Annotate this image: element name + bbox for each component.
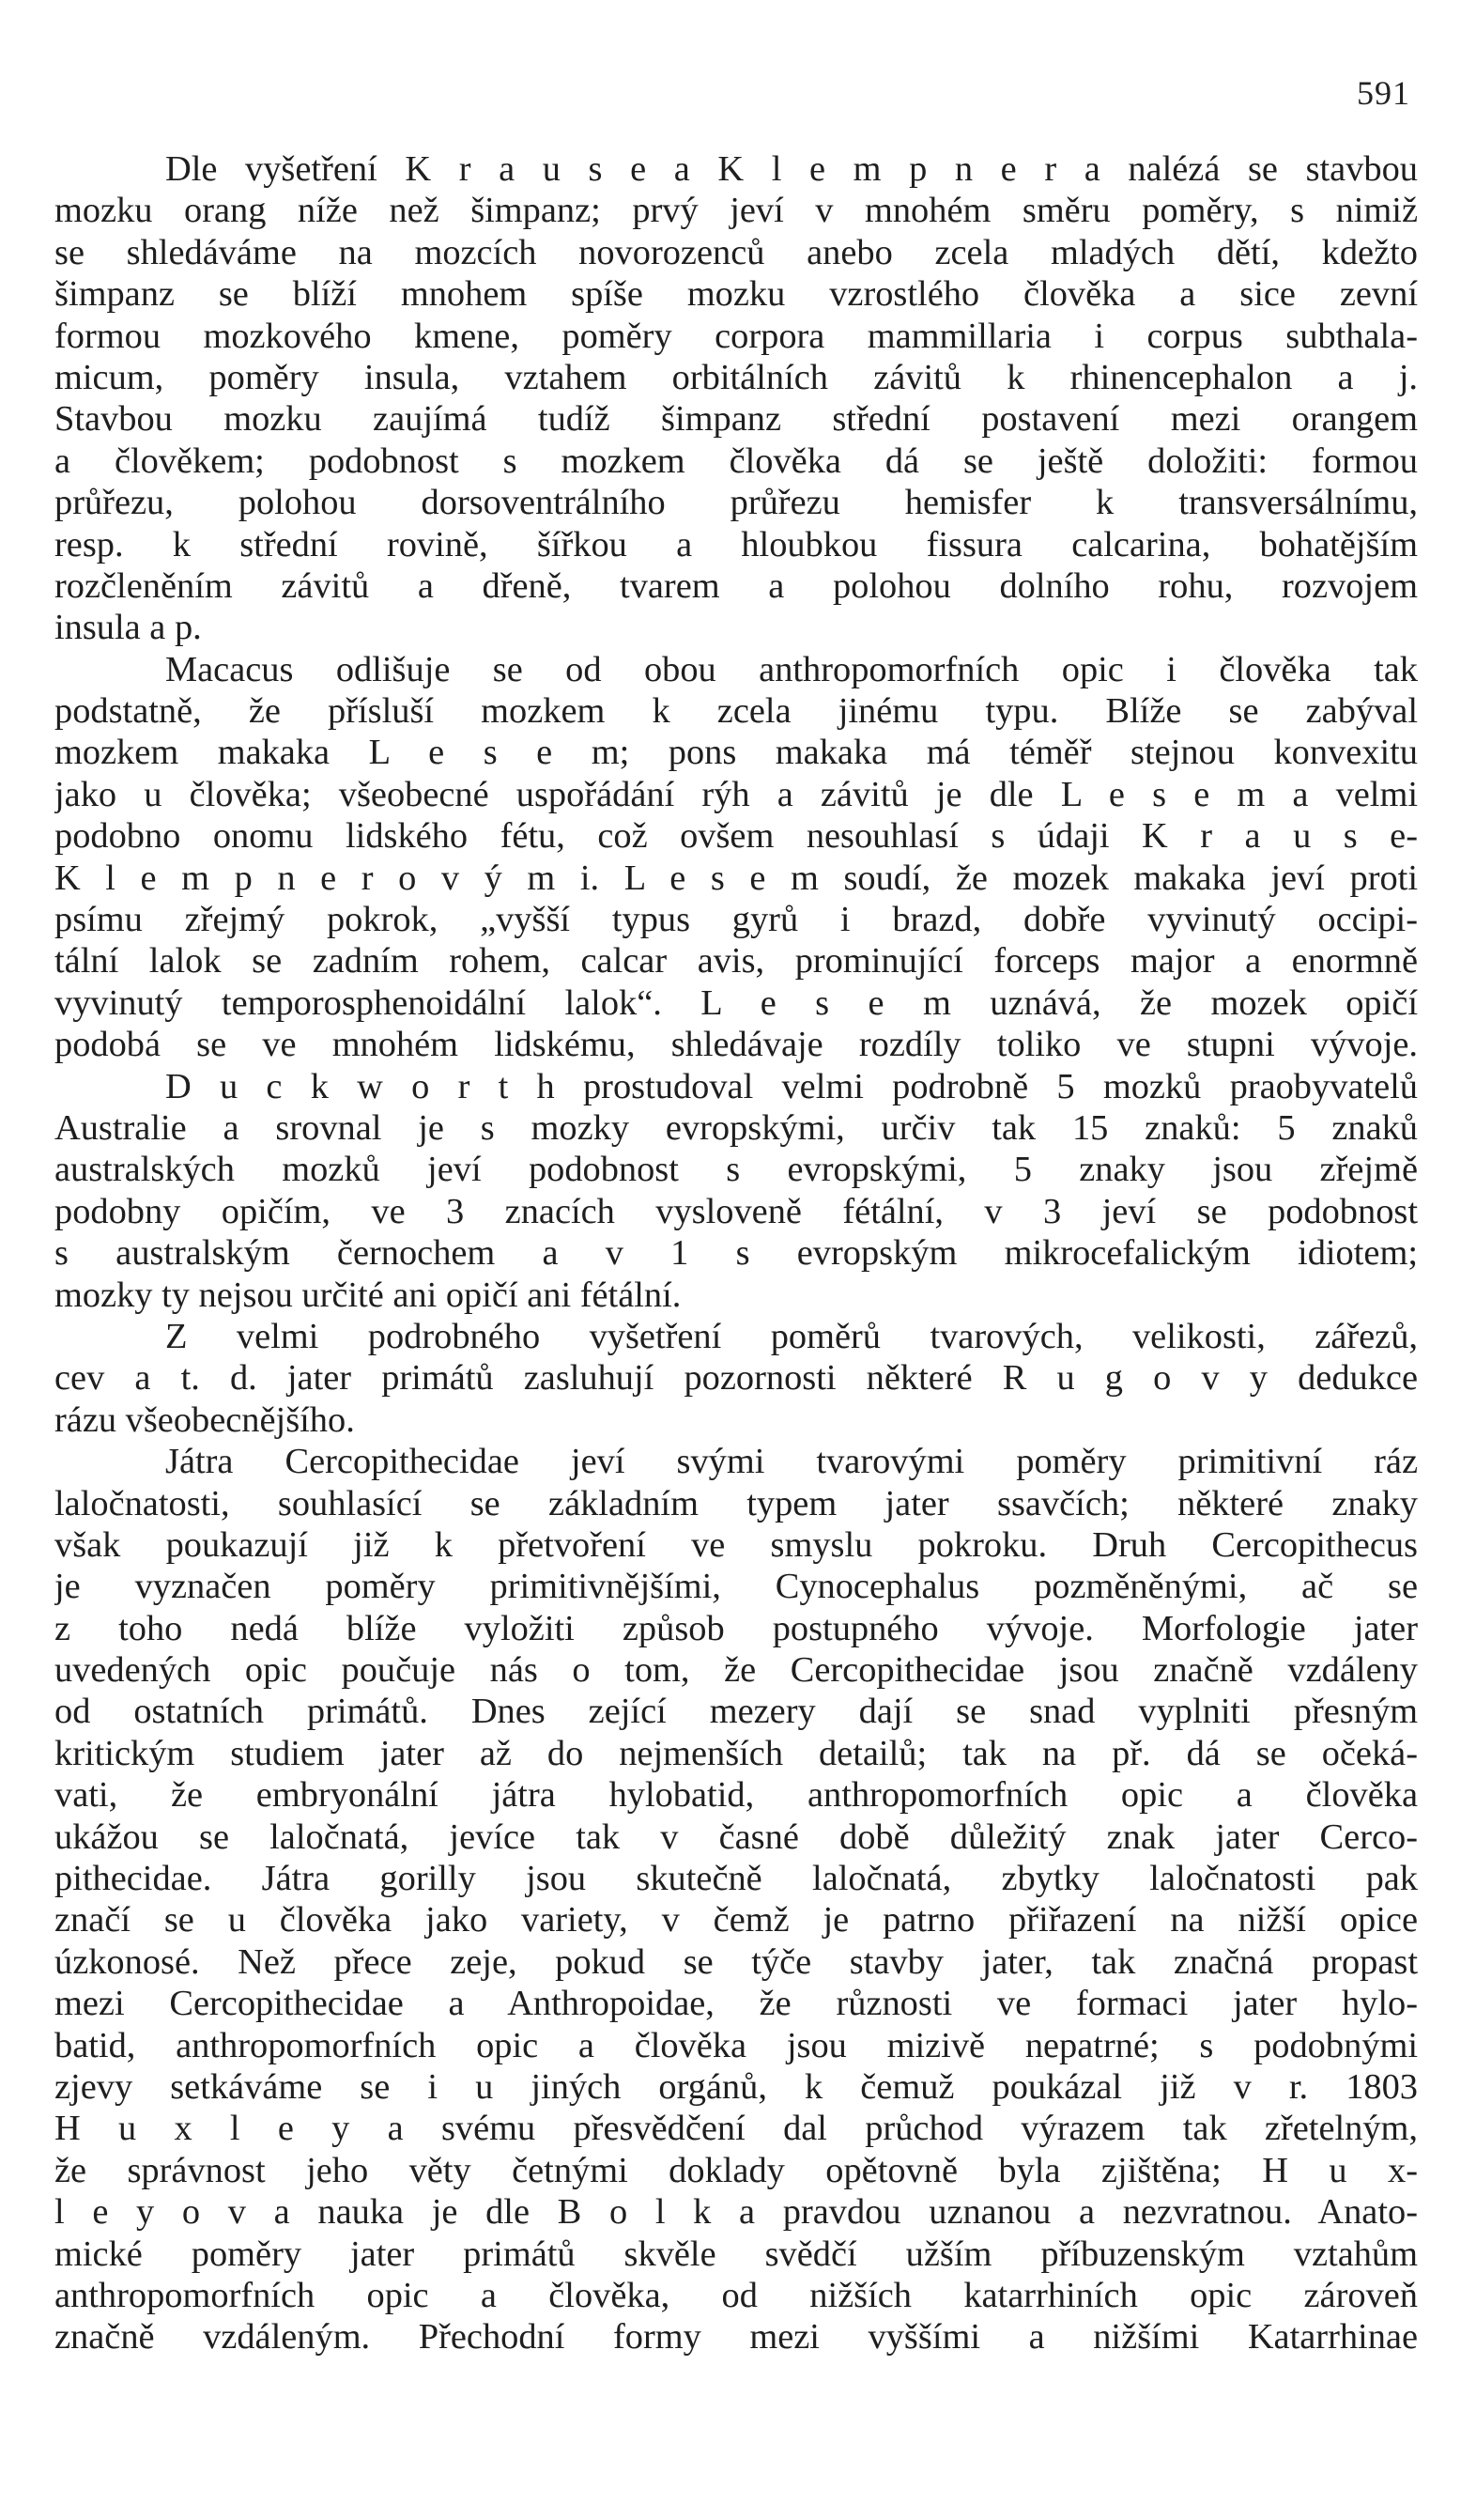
text-line: Macacus odlišuje se od obou anthropomorfních opic i člověka tak <box>165 649 1418 689</box>
text-line: vati, že embryonální játra hylobatid, anthropomorfních opic a člověka <box>54 1775 1418 1816</box>
text-line: micum, poměry insula, vztahem orbitálních závitů k rhinencephalon a j. <box>54 357 1418 397</box>
text-line: tální lalok se zadním rohem, calcar avis, prominující forceps major a enormně <box>54 941 1418 982</box>
text-line: podobny opičím, ve 3 znacích vysloveně fétální, v 3 jeví se podobnost <box>54 1191 1418 1231</box>
text-line: insula a p. <box>54 608 202 648</box>
text-line: pithecidae. Játra gorilly jsou skutečně laločnatá, zbytky laločnatosti pak <box>54 1859 1418 1899</box>
text-line: jako u člověka; všeobecné uspořádání rýh a závitů je dle L e s e m a velmi <box>54 774 1418 814</box>
text-line: zjevy setkáváme se i u jiných orgánů, k čemuž poukázal již v r. 1803 <box>54 2066 1418 2107</box>
text-line: mezi Cercopithecidae a Anthropoidae, že různosti ve formaci jater hylo- <box>54 1984 1418 2024</box>
text-line: cev a t. d. jater primátů zasluhují pozornosti některé R u g o v y dedukce <box>54 1358 1418 1399</box>
text-line: od ostatních primátů. Dnes zející mezery dají se snad vyplniti přesným <box>54 1692 1418 1732</box>
text-line: značí se u člověka jako variety, v čemž je patrno přiřazení na nižší opice <box>54 1900 1418 1940</box>
page-number: 591 <box>1357 74 1410 112</box>
text-line: resp. k střední rovině, šířkou a hloubkou fissura calcarina, bohatějším <box>54 524 1418 564</box>
text-line: šimpanz se blíží mnohem spíše mozku vzrostlého člověka a sice zevní <box>54 274 1418 315</box>
text-line: že správnost jeho věty četnými doklady opětovně byla zjištěna; H u x- <box>54 2150 1418 2190</box>
text-line: australských mozků jeví podobnost s evropskými, 5 znaky jsou zřejmě <box>54 1150 1418 1190</box>
text-line: Stavbou mozku zaujímá tudíž šimpanz střední postavení mezi orangem <box>54 399 1418 440</box>
text-line: rázu všeobecnějšího. <box>54 1399 355 1440</box>
text-line: s australským černochem a v 1 s evropským mikrocefalickým idiotem; <box>54 1233 1418 1274</box>
text-line: však poukazují již k přetvoření ve smyslu pokroku. Druh Cercopithecus <box>54 1524 1418 1565</box>
text-line: uvedených opic poučuje nás o tom, že Cercopithecidae jsou značně vzdáleny <box>54 1650 1418 1691</box>
text-line: průřezu, polohou dorsoventrálního průřezu hemisfer k transversálnímu, <box>54 483 1418 523</box>
text-line: mozkem makaka L e s e m; pons makaka má téměř stejnou konvexitu <box>54 733 1418 773</box>
text-line: mozky ty nejsou určité ani opičí ani fétální. <box>54 1275 682 1315</box>
text-line: Dle vyšetření K r a u s e a K l e m p n e r a nalézá se stavbou <box>165 149 1418 189</box>
text-line: psímu zřejmý pokrok, „vyšší typus gyrů i brazd, dobře vyvinutý occipi- <box>54 900 1418 940</box>
text-line: D u c k w o r t h prostudoval velmi podrobně 5 mozků praobyvatelů <box>165 1066 1418 1106</box>
text-line: rozčleněním závitů a dřeně, tvarem a polohou dolního rohu, rozvojem <box>54 565 1418 606</box>
text-line: z toho nedá blíže vyložiti způsob postupného vývoje. Morfologie jater <box>54 1608 1418 1648</box>
text-line: K l e m p n e r o v ý m i. L e s e m soudí, že mozek makaka jeví proti <box>54 858 1418 898</box>
text-line: formou mozkového kmene, poměry corpora mammillaria i corpus subthala- <box>54 316 1418 356</box>
text-line: kritickým studiem jater až do nejmenších detailů; tak na př. dá se očeká- <box>54 1733 1418 1773</box>
text-line: je vyznačen poměry primitivnějšími, Cynocephalus pozměněnými, ač se <box>54 1567 1418 1607</box>
text-line: laločnatosti, souhlasící se základním typem jater ssavčích; některé znaky <box>54 1483 1418 1523</box>
text-line: vyvinutý temporosphenoidální lalok“. L e s e m uznává, že mozek opičí <box>54 982 1418 1023</box>
text-line: batid, anthropomorfních opic a člověka jsou mizivě nepatrné; s podobnými <box>54 2025 1418 2065</box>
text-line: mické poměry jater primátů skvěle svědčí užším příbuzenským vztahům <box>54 2234 1418 2274</box>
text-line: Australie a srovnal je s mozky evropskými, určiv tak 15 znaků: 5 znaků <box>54 1107 1418 1148</box>
text-line: ukážou se laločnatá, jevíce tak v časné době důležitý znak jater Cerco- <box>54 1817 1418 1857</box>
text-line: podstatně, že přísluší mozkem k zcela jinému typu. Blíže se zabýval <box>54 691 1418 732</box>
text-line: podobá se ve mnohém lidskému, shledávaje rozdíly toliko ve stupni vývoje. <box>54 1025 1418 1065</box>
text-line: úzkonosé. Než přece zeje, pokud se týče stavby jater, tak značná propast <box>54 1941 1418 1982</box>
text-line: anthropomorfních opic a člověka, od nižších katarrhiních opic zároveň <box>54 2275 1418 2315</box>
body-text <box>54 148 1418 2358</box>
text-line: l e y o v a nauka je dle B o l k a pravdou uznanou a nezvratnou. Anato- <box>54 2192 1418 2233</box>
text-line: značně vzdáleným. Přechodní formy mezi vyššími a nižšími Katarrhinae <box>54 2317 1418 2358</box>
text-line: Z velmi podrobného vyšetření poměrů tvarových, velikosti, zářezů, <box>165 1316 1418 1356</box>
text-line: Játra Cercopithecidae jeví svými tvarovými poměry primitivní ráz <box>165 1442 1418 1482</box>
text-line: podobno onomu lidského fétu, což ovšem nesouhlasí s údaji K r a u s e- <box>54 816 1418 857</box>
text-line: H u x l e y a svému přesvědčení dal průchod výrazem tak zřetelným, <box>54 2109 1418 2149</box>
text-line: a člověkem; podobnost s mozkem člověka dá se ještě doložiti: formou <box>54 441 1418 481</box>
text-line: mozku orang níže než šimpanz; prvý jeví v mnohém směru poměry, s nimiž <box>54 191 1418 231</box>
text-line: se shledáváme na mozcích novorozenců anebo zcela mladých dětí, kdežto <box>54 232 1418 272</box>
